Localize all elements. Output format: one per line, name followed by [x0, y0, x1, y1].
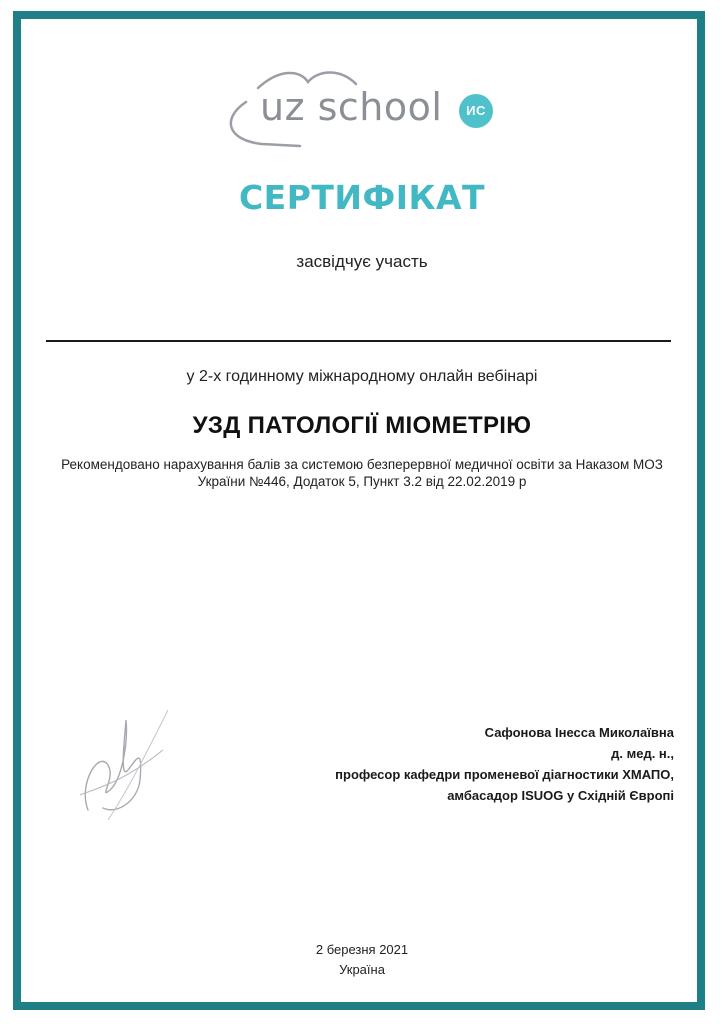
- logo-wordmark: uz school: [260, 85, 443, 129]
- webinar-intro: у 2-х годинному міжнародному онлайн вебінарі: [186, 368, 538, 385]
- handwritten-signature: [68, 690, 178, 830]
- signer-name: Сафонова Інесса Миколаївна: [484, 725, 674, 740]
- signer-degree: д. мед. н.,: [611, 746, 674, 761]
- certificate-sheet: [21, 19, 697, 1002]
- cme-recommendation: [46, 456, 678, 490]
- certificate-title: СЕРТИФІКАТ: [238, 178, 486, 217]
- signer-position: професор кафедри променевої діагностики ХМАПО,: [335, 767, 674, 782]
- logo-badge: ИС: [459, 94, 493, 128]
- signer-block: [335, 722, 674, 806]
- divider-line: [46, 340, 671, 342]
- webinar-topic: УЗД ПАТОЛОГІЇ МІОМЕТРІЮ: [192, 412, 532, 439]
- issue-footer: [0, 940, 724, 980]
- certificate-subtitle: засвідчує участь: [296, 252, 428, 271]
- uz-school-logo: [0, 58, 724, 153]
- issue-country: Україна: [339, 962, 385, 977]
- recommendation-line-1: Рекомендовано нарахування балів за системою безперервної медичної освіти за Наказом МОЗ: [61, 457, 663, 472]
- signer-role: амбасадор ISUOG у Східній Європі: [447, 788, 674, 803]
- issue-date: 2 березня 2021: [315, 942, 409, 957]
- certificate-frame: [13, 11, 705, 1010]
- recommendation-line-2: України №446, Додаток 5, Пункт 3.2 від 22.02.2019 р: [197, 474, 527, 489]
